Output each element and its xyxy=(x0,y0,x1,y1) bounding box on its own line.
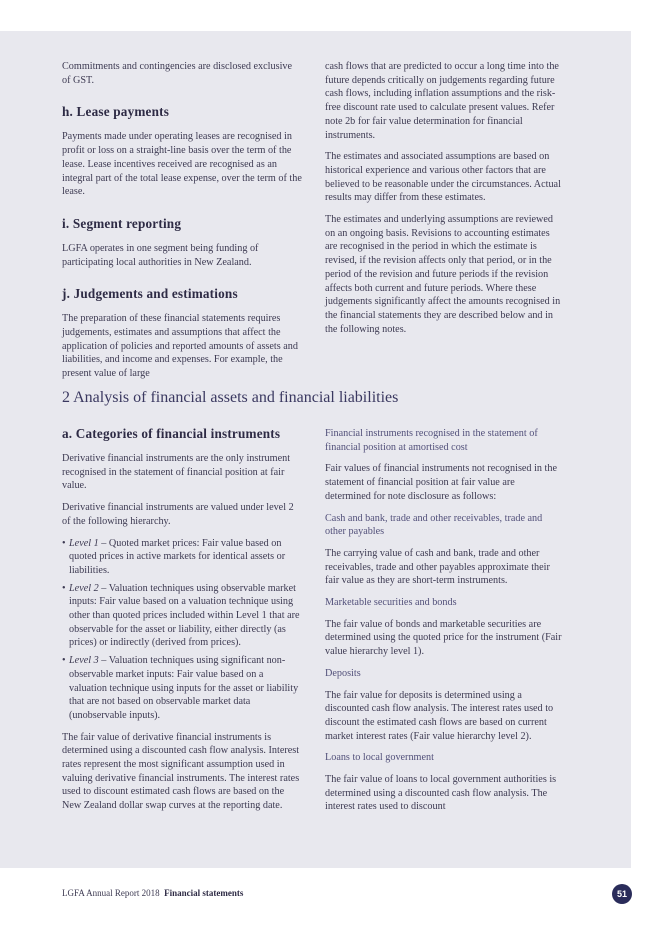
categories-heading: a. Categories of financial instruments xyxy=(62,426,281,441)
judgements-heading: j. Judgements and estimations xyxy=(62,286,238,302)
derivative-fair-value-text: The fair value of derivative financial instruments is determined using a discounted cash flow analysis. Interest rates represent the most significant assumption used in valuing derivative financial instruments. The interest rates used to discount estimated cash flows are based on the New Zealand dollar swap curves at the reporting date. xyxy=(62,731,300,812)
level-term: Level 1 xyxy=(69,537,99,549)
level-description: – Quoted market prices: Fair value based on quoted prices in active markets for identical assets or liabilities. xyxy=(69,537,286,576)
categories-paragraph-2: Derivative financial instruments are valued under level 2 of the following hierarchy. xyxy=(62,502,294,527)
securities-text: The fair value of bonds and marketable securities are determined using the quoted price for the instrument (Fair value hierarchy level 1). xyxy=(325,618,562,658)
amortised-cost-subheading: Financial instruments recognised in the statement of financial position at amortised cost xyxy=(325,428,538,453)
footer-section-title: Financial statements xyxy=(164,888,244,898)
loans-subheading: Loans to local government xyxy=(325,752,434,764)
section-heading: 2 Analysis of financial assets and financial liabilities xyxy=(62,389,399,406)
upper-right-column xyxy=(325,60,563,344)
estimates-paragraph-3: The estimates and underlying assumptions are reviewed on an ongoing basis. Revisions to accounting estimates are recognised in the period in which the estimate is revised, if the revision affects only that period, or in the period of the revision and future periods if the revision affects both current and future periods. Where these judgements significantly affect the amounts recognised in the financial statements they are described below and in the following notes. xyxy=(325,214,561,335)
deposits-text: The fair value for deposits is determined using a discounted cash flow analysis. The interest rates used to discount the estimated cash flows are based on current market interest rates (Fair value hierarchy level 2). xyxy=(325,689,554,742)
level-description: – Valuation techniques using significant non-observable market inputs: Fair value based on a valuation technique using inputs for the asset or liability that are not based on observable market data (unobservable inputs). xyxy=(69,655,299,721)
estimates-paragraph-2: The estimates and associated assumptions are based on historical experience and various other factors that are believed to be reasonable under the circumstances. Actual results may differ from these estimates. xyxy=(325,151,561,204)
segment-reporting-heading: i. Segment reporting xyxy=(62,215,182,231)
judgements-text: The preparation of these financial statements requires judgements, estimates and assumptions that affect the application of policies and reported amounts of assets and liabilities, and income and expenses. For example, the present value of large xyxy=(62,313,298,380)
footer-report-title: LGFA Annual Report 2018 xyxy=(62,888,160,898)
lower-left-column xyxy=(62,425,302,821)
deposits-subheading: Deposits xyxy=(325,667,361,679)
categories-paragraph-1: Derivative financial instruments are the only instrument recognised in the statement of financial position at fair value. xyxy=(62,453,291,492)
cash-subheading: Cash and bank, trade and other receivables, trade and other payables xyxy=(325,512,543,538)
securities-subheading: Marketable securities and bonds xyxy=(325,597,457,609)
loans-text: The fair value of loans to local government authorities is determined using a discounted cash flow analysis. The interest rates used to discount xyxy=(325,774,557,813)
fair-values-intro: Fair values of financial instruments not recognised in the statement of financial position at fair value are determined for note disclosure as follows: xyxy=(325,463,557,502)
lease-payments-text: Payments made under operating leases are recognised in profit or loss on a straight-line basis over the term of the lease. Lease incentives received are recognised as an integral part of the total lease expense, over the term of the lease. xyxy=(62,131,302,198)
upper-left-column xyxy=(62,60,302,389)
lower-right-column xyxy=(325,427,563,822)
hierarchy-level-1 xyxy=(62,537,302,578)
estimates-paragraph-1: cash flows that are predicted to occur a long time into the future depends critically on judgements regarding future cash flows, including inflation assumptions and the risk-free discount rate used to calculate present values. Refer note 2b for fair value determination for financial instruments. xyxy=(325,61,559,141)
hierarchy-list xyxy=(62,537,302,723)
lease-payments-heading: h. Lease payments xyxy=(62,104,170,120)
hierarchy-level-3 xyxy=(62,654,302,723)
level-description: – Valuation techniques using observable market inputs: Fair value based on a valuation technique using other than quoted prices included within Level 1 that are observable for the asset or liability, either directly (as prices) or indirectly (derived from prices). xyxy=(69,582,300,649)
segment-reporting-text: LGFA operates in one segment being funding of participating local authorities in New Zealand. xyxy=(62,242,259,268)
cash-text: The carrying value of cash and bank, trade and other receivables, trade and other payables approximate their fair value as they are short-term instruments. xyxy=(325,547,550,587)
footer xyxy=(62,888,243,898)
level-term: Level 2 xyxy=(69,582,99,594)
level-term: Level 3 xyxy=(69,655,99,667)
gst-note: Commitments and contingencies are disclosed exclusive of GST. xyxy=(62,61,293,86)
page-number-badge: 51 xyxy=(612,884,632,904)
hierarchy-level-2 xyxy=(62,582,302,651)
